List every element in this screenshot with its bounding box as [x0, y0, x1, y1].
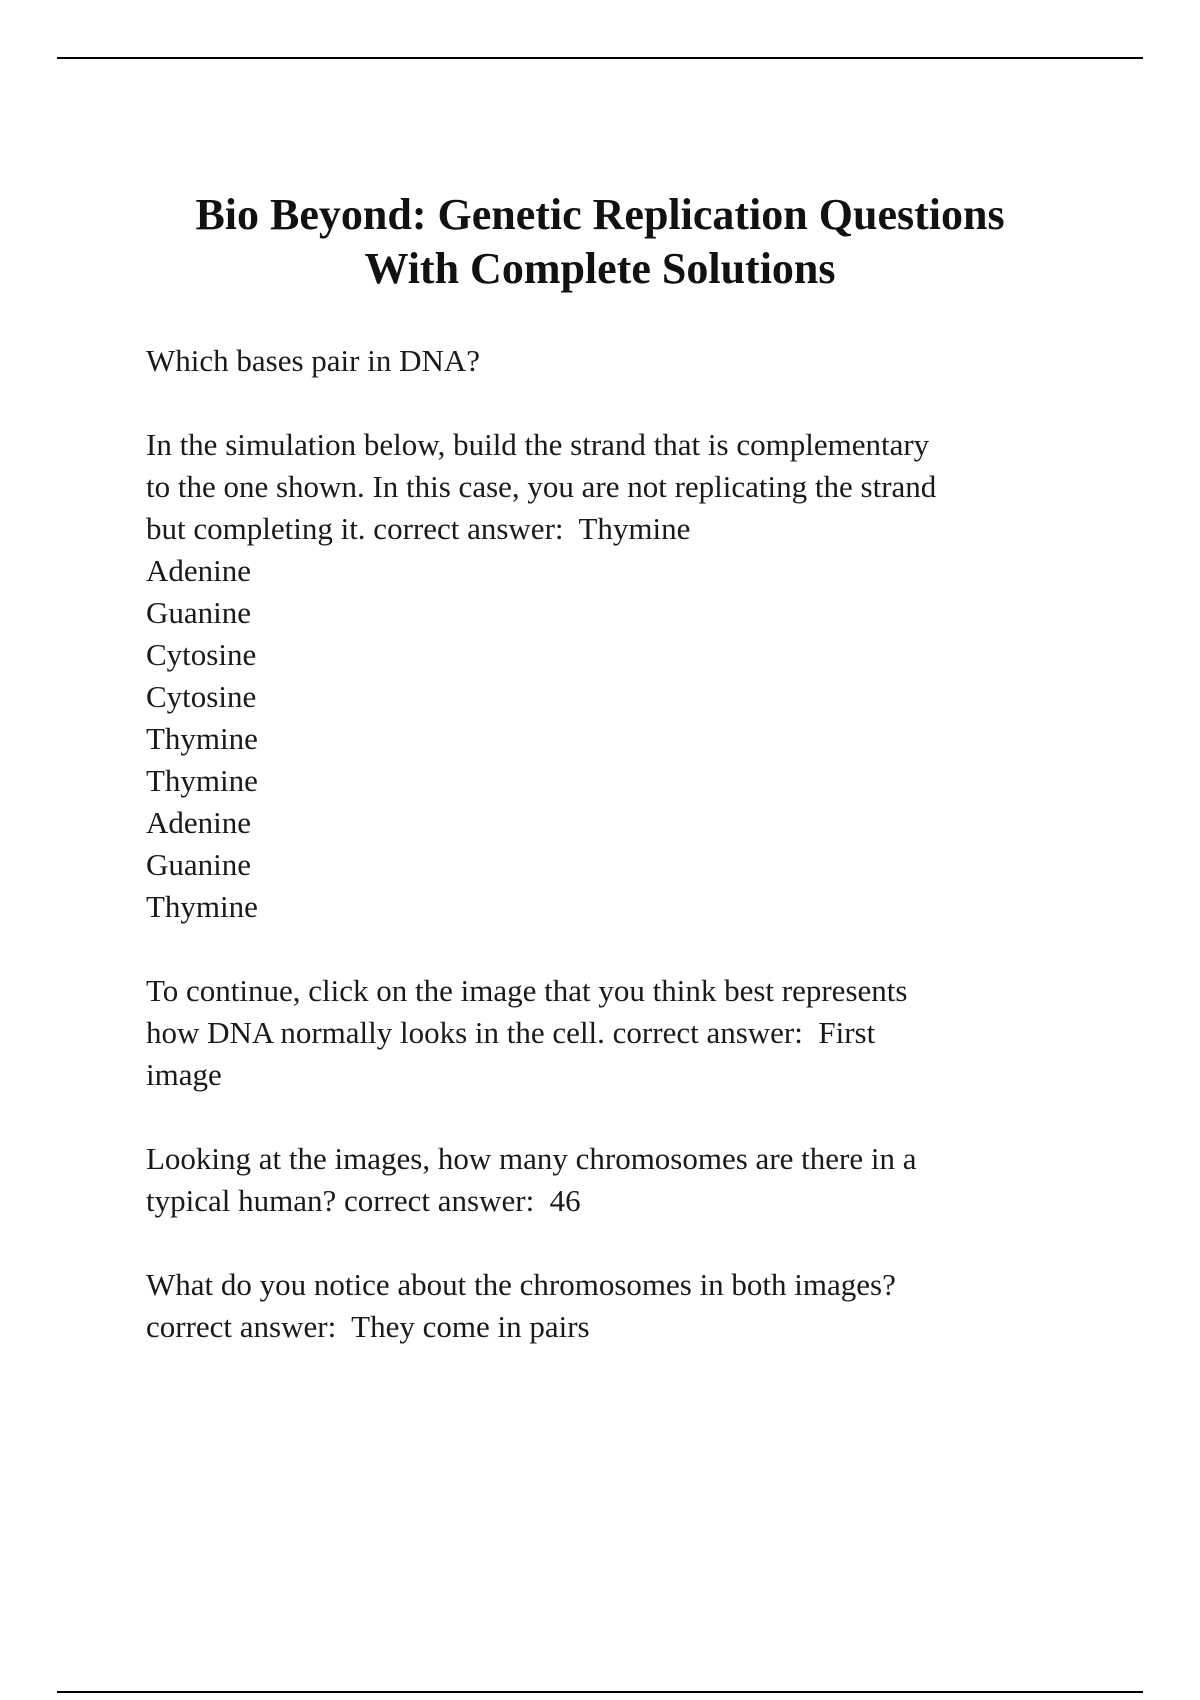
text-line: but completing it. correct answer: Thymine	[146, 511, 691, 546]
qa-block-1	[146, 340, 1106, 382]
top-rule	[57, 57, 1143, 59]
text-line: correct answer: They come in pairs	[146, 1309, 590, 1344]
text-line: What do you notice about the chromosomes in both images?	[146, 1267, 896, 1302]
text-line: To continue, click on the image that you think best represents	[146, 973, 908, 1008]
base-item: Cytosine	[146, 679, 257, 714]
qa-block-3	[146, 970, 1106, 1096]
bottom-rule	[57, 1691, 1143, 1693]
page-title-line-2: With Complete Solutions	[364, 244, 836, 293]
base-item: Guanine	[146, 595, 252, 630]
qa-block-4	[146, 1138, 1106, 1222]
text-line: how DNA normally looks in the cell. correct answer: First	[146, 1015, 876, 1050]
base-item: Guanine	[146, 847, 252, 882]
qa-block-5	[146, 1264, 1106, 1348]
base-item: Cytosine	[146, 637, 257, 672]
text-line: typical human? correct answer: 46	[146, 1183, 581, 1218]
base-item: Thymine	[146, 721, 258, 756]
base-item: Thymine	[146, 763, 258, 798]
document-body	[146, 340, 1106, 1390]
base-item: Adenine	[146, 805, 252, 840]
text-line: Which bases pair in DNA?	[146, 343, 481, 378]
base-item: Adenine	[146, 553, 252, 588]
qa-block-2	[146, 424, 1106, 928]
page-title-line-1: Bio Beyond: Genetic Replication Questions	[195, 190, 1005, 239]
page-title	[0, 188, 1200, 296]
text-line: image	[146, 1057, 222, 1092]
base-item: Thymine	[146, 889, 258, 924]
text-line: to the one shown. In this case, you are not replicating the strand	[146, 469, 937, 504]
text-line: Looking at the images, how many chromosomes are there in a	[146, 1141, 917, 1176]
text-line: In the simulation below, build the strand that is complementary	[146, 427, 930, 462]
